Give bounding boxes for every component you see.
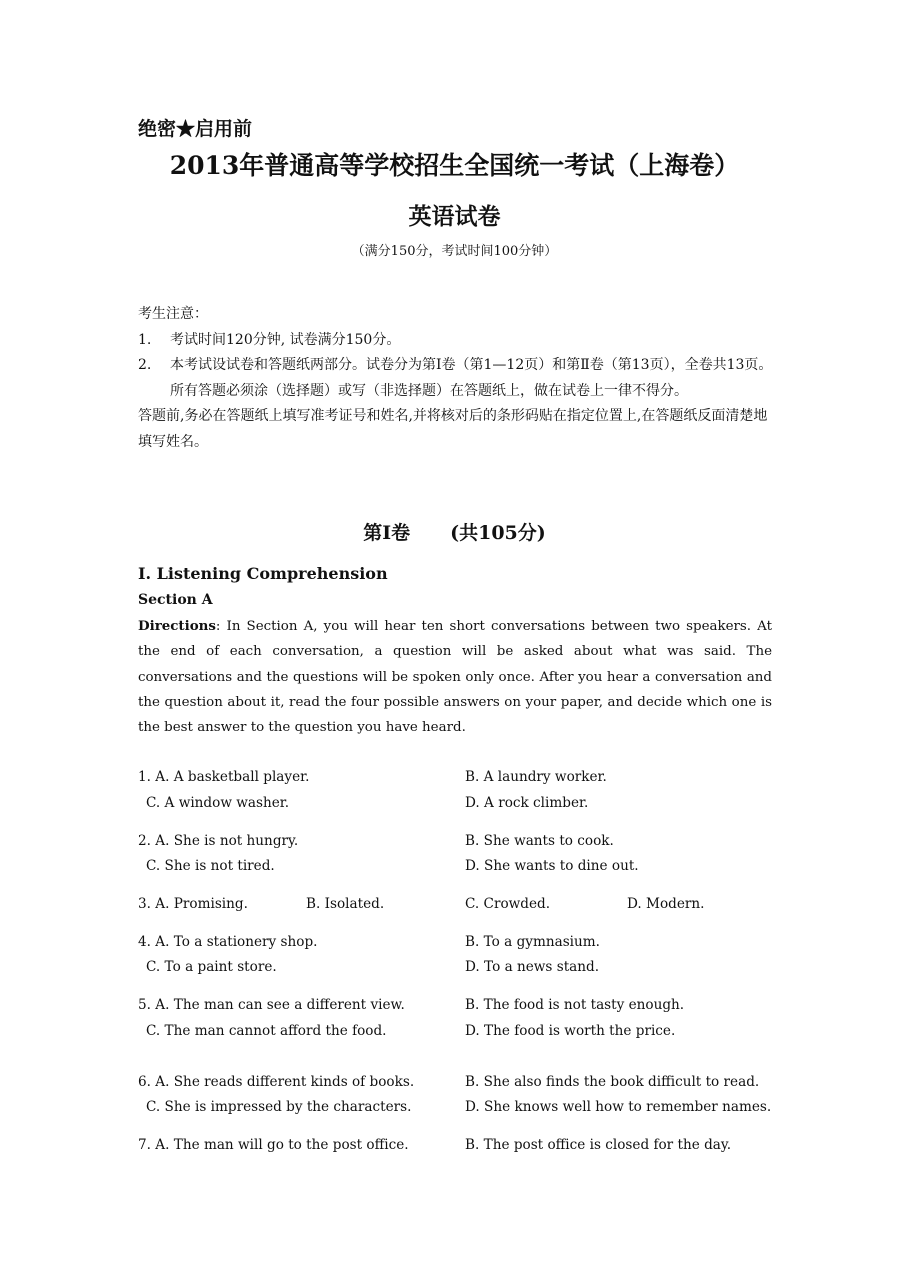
section-heading: I. Listening Comprehension bbox=[138, 564, 388, 583]
note-number: 1. bbox=[138, 331, 152, 348]
q1-option-b: B. A laundry worker. bbox=[465, 769, 607, 785]
q2-option-c: C. She is not tired. bbox=[146, 858, 275, 874]
note-text: 本考试设试卷和答题纸两部分。试卷分为第Ⅰ卷（第1—12页）和第Ⅱ卷（第13页），全卷共13页。所有答题必须涂（选择题）或写（非选择题）在答题纸上，做在试卷上一律不得分。 bbox=[170, 357, 773, 399]
notes-heading: 考生注意： bbox=[138, 306, 208, 322]
q5-option-c: C. The man cannot afford the food. bbox=[146, 1023, 387, 1039]
score-and-time: （满分150分，考试时间100分钟） bbox=[351, 244, 558, 259]
part-score: (共105分) bbox=[450, 522, 546, 544]
part-title bbox=[0, 518, 909, 545]
q7-option-a: 7. A. The man will go to the post office. bbox=[138, 1137, 409, 1153]
exam-title: 2013年普通高等学校招生全国统一考试（上海卷） bbox=[169, 151, 740, 180]
directions-label: Directions bbox=[138, 618, 216, 634]
q6-option-a: 6. A. She reads different kinds of books. bbox=[138, 1074, 415, 1090]
q5-option-b: B. The food is not tasty enough. bbox=[465, 997, 685, 1013]
q4-option-c: C. To a paint store. bbox=[146, 959, 277, 975]
part-name: 第I卷 bbox=[363, 522, 411, 544]
q3-option-a: 3. A. Promising. bbox=[138, 896, 248, 912]
q1-option-d: D. A rock climber. bbox=[465, 795, 589, 811]
q6-option-d: D. She knows well how to remember names. bbox=[465, 1099, 772, 1115]
q4-option-d: D. To a news stand. bbox=[465, 959, 600, 975]
directions bbox=[138, 614, 772, 740]
q3-option-b: B. Isolated. bbox=[306, 896, 385, 912]
q4-option-a: 4. A. To a stationery shop. bbox=[138, 934, 318, 950]
note-number: 2. bbox=[138, 357, 152, 373]
section-subheading: Section A bbox=[138, 592, 213, 608]
exam-subtitle: 英语试卷 bbox=[408, 203, 501, 230]
q6-option-b: B. She also finds the book difficult to read. bbox=[465, 1074, 760, 1090]
q1-option-a: 1. A. A basketball player. bbox=[138, 769, 310, 785]
q5-option-a: 5. A. The man can see a different view. bbox=[138, 997, 405, 1013]
q2-option-b: B. She wants to cook. bbox=[465, 833, 614, 849]
directions-text: : In Section A, you will hear ten short conversations between two speakers. At the end of each conversation, a question will be asked about what was said. The conversations and the questions will be spoken only once. After you hear a conversation and the question about it, read the four possible answers on your paper, and decide which one is the best answer to the question you have heard. bbox=[138, 619, 772, 736]
q7-option-b: B. The post office is closed for the day. bbox=[465, 1137, 732, 1153]
q3-option-d: D. Modern. bbox=[627, 896, 705, 912]
q2-option-d: D. She wants to dine out. bbox=[465, 858, 639, 874]
q2-option-a: 2. A. She is not hungry. bbox=[138, 833, 299, 849]
q6-option-c: C. She is impressed by the characters. bbox=[146, 1099, 412, 1115]
confidential-label: 绝密★启用前 bbox=[138, 118, 253, 140]
note-item bbox=[138, 353, 774, 404]
candidate-notes bbox=[138, 302, 774, 455]
q4-option-b: B. To a gymnasium. bbox=[465, 934, 600, 950]
q1-option-c: C. A window washer. bbox=[146, 795, 290, 811]
notes-footer: 答题前,务必在答题纸上填写准考证号和姓名,并将核对后的条形码贴在指定位置上,在答题纸反面清楚地填写姓名。 bbox=[138, 408, 768, 450]
note-item bbox=[138, 328, 774, 354]
note-text: 考试时间120分钟, 试卷满分150分。 bbox=[170, 331, 401, 348]
q5-option-d: D. The food is worth the price. bbox=[465, 1023, 676, 1039]
q3-option-c: C. Crowded. bbox=[465, 896, 551, 912]
